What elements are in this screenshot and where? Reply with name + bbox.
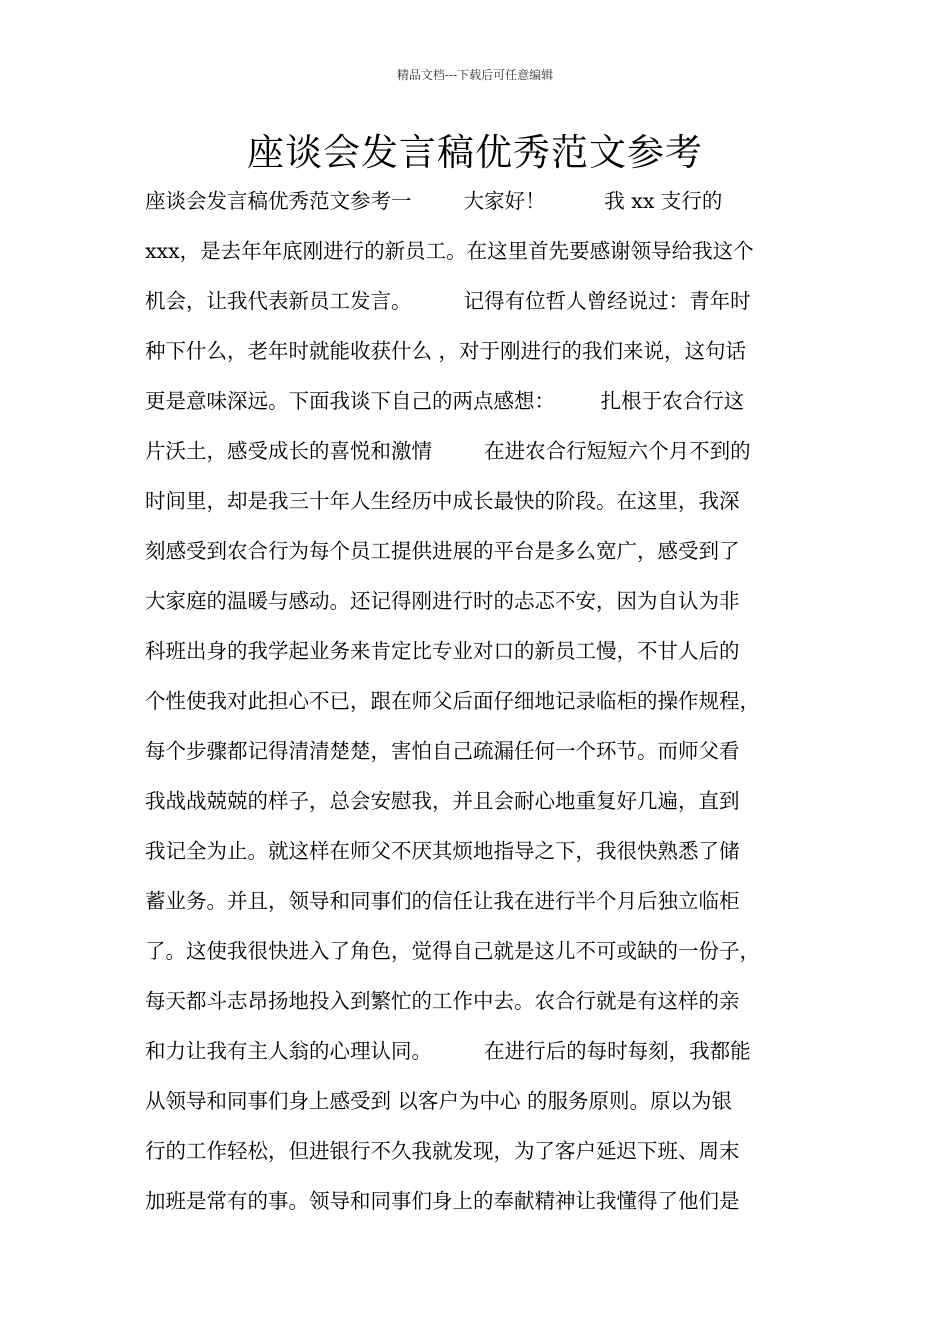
body-text <box>145 176 825 1226</box>
body-line: 时间里，却是我三十年人生经历中成长最快的阶段。在这里，我深 <box>145 489 740 513</box>
body-line: xxx，是去年年底刚进行的新员工。在这里首先要感谢领导给我这个 <box>145 239 754 263</box>
body-line: 更是意味深远。下面我谈下自己的两点感想： 扎根于农合行这 <box>145 389 745 413</box>
body-line: 蓄业务。并且，领导和同事们的信任让我在进行半个月后独立临柜 <box>145 889 740 913</box>
body-line: 从领导和同事们身上感受到 以客户为中心 的服务原则。原以为银 <box>145 1089 733 1113</box>
body-line: 加班是常有的事。领导和同事们身上的奉献精神让我懂得了他们是 <box>145 1189 740 1213</box>
body-line: 科班出身的我学起业务来肯定比专业对口的新员工慢，不甘人后的 <box>145 639 740 663</box>
body-line: 大家庭的温暖与感动。还记得刚进行时的忐忑不安，因为自认为非 <box>145 589 740 613</box>
body-line: 片沃土，感受成长的喜悦和激情 在进农合行短短六个月不到的 <box>145 439 751 463</box>
body-line: 刻感受到农合行为每个员工提供进展的平台是多么宽广，感受到了 <box>145 539 740 563</box>
body-line: 我记全为止。就这样在师父不厌其烦地指导之下，我很快熟悉了储 <box>145 839 740 863</box>
body-line: 行的工作轻松，但进银行不久我就发现，为了客户延迟下班、周末 <box>145 1139 740 1163</box>
body-line: 个性使我对此担心不已，跟在师父后面仔细地记录临柜的操作规程， <box>145 689 760 713</box>
body-line: 了。这使我很快进入了角色，觉得自己就是这儿不可或缺的一份子， <box>145 939 760 963</box>
document-title: 座谈会发言稿优秀范文参考 <box>247 131 703 174</box>
body-line: 座谈会发言稿优秀范文参考一 大家好！ 我 xx 支行的 <box>145 189 723 213</box>
header-note: 精品文档---下载后可任意编辑 <box>396 68 554 82</box>
body-line: 我战战兢兢的样子，总会安慰我，并且会耐心地重复好几遍，直到 <box>145 789 740 813</box>
body-line: 种下什么，老年时就能收获什么 ，对于刚进行的我们来说，这句话 <box>145 339 747 363</box>
body-line: 和力让我有主人翁的心理认同。 在进行后的每时每刻，我都能 <box>145 1039 751 1063</box>
body-line: 每天都斗志昂扬地投入到繁忙的工作中去。农合行就是有这样的亲 <box>145 989 740 1013</box>
body-line: 机会，让我代表新员工发言。 记得有位哲人曾经说过：青年时 <box>145 289 751 313</box>
body-line: 每个步骤都记得清清楚楚，害怕自己疏漏任何一个环节。而师父看 <box>145 739 740 763</box>
